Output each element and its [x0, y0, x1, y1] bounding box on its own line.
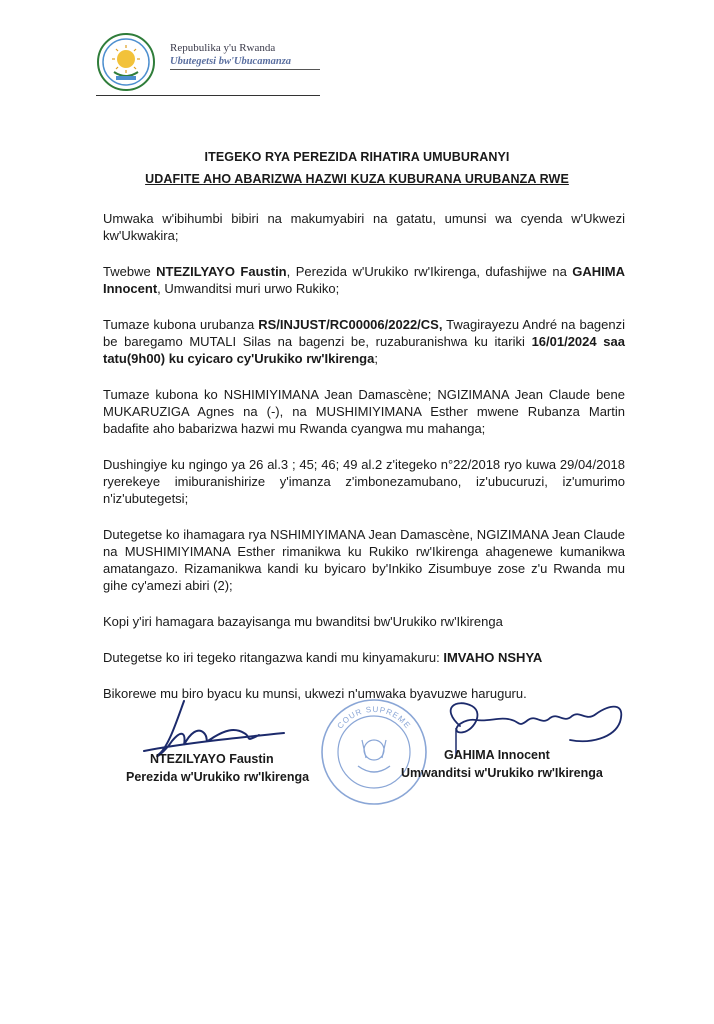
paragraph-defendants: Tumaze kubona ko NSHIMIYIMANA Jean Damascène; NGIZIMANA Jean Claude bene MUKARUZIGA Agnes na (-), na MUSHIMIYIMANA Esther mwene Rubanza Martin badafite aho babarizwa hazwi mu Rwanda cyangwa mu mahanga; — [103, 387, 625, 436]
paragraph-case — [103, 316, 625, 367]
letterhead — [96, 30, 324, 94]
signatory-left-role: Perezida w'Urukiko rw'Ikirenga — [126, 770, 310, 784]
case-number: RS/INJUST/RC00006/2022/CS, — [258, 317, 443, 332]
header-divider — [96, 95, 320, 96]
signatory-left-name: NTEZILYAYO Faustin — [150, 752, 274, 766]
president-name: NTEZILYAYO Faustin — [156, 264, 287, 279]
newspaper-name: IMVAHO NSHYA — [443, 650, 543, 665]
paragraph-order: Dutegetse ko ihamagara rya NSHIMIYIMANA Jean Damascène, NGIZIMANA Jean Claude na MUSHIMIYIMANA Esther rimanikwa ku Rukiko rw'Ikirenga ahagenewe kumanikwa amatangazo. Rizamanikwa kandi ku byicaro by'Inkiko Zisumbuye zose z'u Rwanda mu gihe cy'amezi abiri (2); — [103, 527, 625, 593]
paragraph-copy: Kopi y'iri hamagara bazayisanga mu bwanditsi bw'Urukiko rw'Ikirenga — [103, 614, 503, 629]
paragraph-date: Umwaka w'ibihumbi bibiri na makumyabiri na gatatu, umunsi wa cyenda w'Ukwezi kw'Ukwakira; — [103, 211, 625, 243]
document-title: ITEGEKO RYA PEREZIDA RIHATIRA UMUBURANYI — [204, 150, 510, 164]
republic-name: Repubulika y'u Rwanda — [170, 42, 276, 54]
p3-text-a: Tumaze kubona urubanza — [103, 317, 259, 332]
paragraph-publication — [103, 649, 625, 666]
signatory-right-role: Umwanditsi w'Urukiko rw'Ikirenga — [401, 766, 603, 780]
institution-name: Ubutegetsi bw'Ubucamanza — [170, 56, 320, 70]
p3-text-c: Twagirayezu André na bagenzi be baregamo MUTALI Silas na bagenzi be, ruzaburanishwa ku itariki — [103, 317, 625, 349]
p2-text-c: , Perezida w'Urukiko rw'Ikirenga, dufashijwe na — [286, 264, 573, 279]
registrar-name: GAHIMA Innocent — [103, 264, 625, 296]
document-subtitle: UDAFITE AHO ABARIZWA HAZWI KUZA KUBURANA URUBANZA RWE — [145, 172, 569, 186]
paragraph-legal-basis: Dushingiye ku ngingo ya 26 al.3 ; 45; 46; 49 al.2 z'itegeko n°22/2018 ryo kuwa 29/04/2018 ryerekeye imiburanishirize y'imanza z'imbonezamubano, iz'ubucuruzi, iz'umurimo n'iz'ubutegetsi; — [103, 457, 625, 506]
p2-text-a: Twebwe — [103, 264, 157, 279]
document-body — [103, 210, 625, 721]
stamp-label: COUR SUPREME — [335, 704, 413, 731]
paragraph-closing: Bikorewe mu biro byacu ku munsi, ukwezi n'umwaka byavuzwe haruguru. — [103, 686, 527, 701]
p8-text-a: Dutegetse ko iri tegeko ritangazwa kandi mu kinyamakuru: — [103, 650, 444, 665]
p3-text-e: ; — [374, 351, 378, 366]
paragraph-parties — [103, 263, 625, 297]
hearing-date: 16/01/2024 saa tatu(9h00) ku cyicaro cy'Urukiko rw'Ikirenga — [103, 334, 625, 366]
rwanda-coat-of-arms-icon — [96, 32, 156, 92]
p2-text-e: , Umwanditsi muri urwo Rukiko; — [157, 281, 340, 296]
signatory-right-name: GAHIMA Innocent — [444, 748, 550, 762]
